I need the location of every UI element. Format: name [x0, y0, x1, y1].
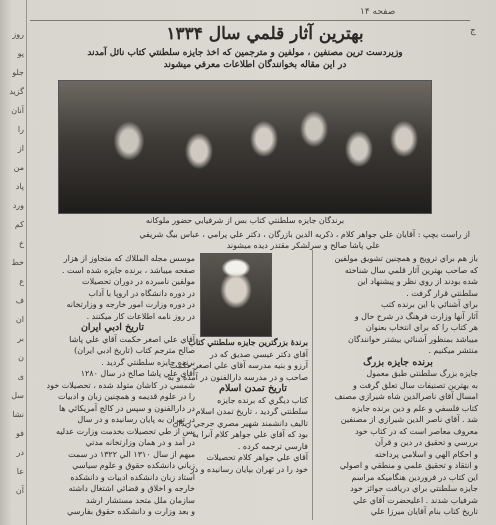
spine-fragment: فو [16, 429, 24, 438]
text-line: كتاب فلسفي و علم و دين برنده جايزه [351, 403, 478, 413]
text-line: تاليف دانشمند شهير مصري جرجي زيدان [172, 418, 308, 428]
spine-fragment: بر [17, 334, 24, 343]
text-line: منتشر ميكنيم . [428, 346, 478, 355]
column-left [30, 253, 195, 523]
text-line: برنده جايزه سلطنتي گرديد . [101, 357, 195, 367]
text-line: استاد زبان دانشكده ادبيات و دانشكده [70, 472, 195, 482]
spine-fragment: پو [17, 49, 24, 58]
text-line: آرزو و بنيه مدرسه آقاي علي اصغر حكمت [169, 361, 308, 370]
spine-fragment: خ [18, 239, 24, 248]
text-line: آقاي علي اصغر حكمت آقاي علي پاشا [69, 334, 195, 344]
text-line: امسال آقاي ناصرالدين شاه شيرازي مصنف [334, 392, 478, 401]
text-line: در تهران به پايان رسانيده و در سال [77, 415, 195, 424]
spine-fragment: گزيد [9, 87, 24, 96]
group-photo-caption-line: از راست بچپ : آقايان علي جواهر كلام ، ذكريه الدين بازرگان ، دكتر علي پرامي ، عباس بيگ شريفي [139, 230, 470, 239]
text-line: جايزه سلطنتي براي دريافت جوائز خود [350, 484, 478, 493]
text-line: بود كه آقاي علي جواهر كلام آنرا به [192, 430, 308, 439]
text-line: شده بودند از روي نظر و پيشنهاد اين [357, 277, 478, 286]
text-line: را در علوم قديمه و همچنين زبان و ادبيات [58, 392, 195, 401]
text-line: ميباشد بمنظور آشنائي بيشتر خوانندگان [348, 334, 478, 344]
text-line: آقاي علي جواهر كلام تحصيلات [206, 453, 308, 462]
spine-fragment: را [17, 125, 24, 134]
text-line: آثار آنها وزارت فرهنگ در شرح حال و [354, 311, 478, 321]
spine-fragment: ف [15, 296, 24, 305]
spine-fragment: آن [15, 486, 24, 495]
text-line: به بهترين تصنيفات سال تعلق گرفت و [353, 380, 478, 390]
text-line: و بعد وزارت و دانشكده حقوق بفارسي [67, 507, 195, 516]
deck-line-1: وزيردست ترين مصنفين ، مولفين و مترجمين كه اخذ جايزه سلطنتي كتاب نائل آمدند [87, 48, 403, 58]
text-line: شمسي در كاشان متولد شده ، تحصيلات خود [46, 380, 195, 390]
text-line: سازمان ملل متحد مستشار ارشد [85, 495, 195, 505]
text-line: آقاي دكتر عيسي صديق كه در [209, 349, 308, 359]
deck-line-2: در اين مقاله بخوانندگان اطلاعات معرفي ميشوند [163, 60, 347, 70]
text-line: در دارالفنون و سپس در كالج آمريكائي ها [58, 403, 195, 413]
text-line: سلطنتي گرديد ، تاريخ تمدن اسلام [195, 407, 308, 416]
group-photo [58, 80, 432, 214]
text-line: كه صاحب بهترين آثار قلمي سال شناخته [344, 265, 478, 275]
text-line: اين كتاب در فروردين هنگاميكه مراسم [351, 472, 478, 482]
portrait-caption: برندهٔ بزرگترين جايزه سلطنتي كتاب [188, 337, 308, 347]
text-line: تاريخ كتاب بنام آقايان ميرزا علي [370, 507, 478, 516]
portrait-photo [200, 253, 272, 337]
text-line: در روز نامه اطلاعات كار ميكنند . [86, 311, 195, 321]
text-line: زباني دانشكده حقوق و علوم سياسي [72, 461, 195, 470]
section-heading: تاريخ تمدن اسلام [219, 383, 287, 394]
section-heading: تاريخ ادبي ايران [80, 322, 145, 333]
text-line: بررسي و تحقيق در دين و قرآن [374, 438, 478, 447]
text-line: صالح مترجم كتاب (تاريخ ادبي ايران) [74, 346, 195, 355]
spine-fragment: پاد [15, 182, 24, 191]
group-photo-caption-title: برندگان جايزه سلطنتي كتاب بس از شرفيابي حضور ملوكانه [145, 216, 345, 225]
spine-fragment: ان [15, 315, 24, 324]
text-line: صاحب و در مدرسه دارالفنون در آمده و به [167, 372, 308, 382]
spine-fragment: آنان [11, 106, 24, 115]
text-line: معروف معاصر است كه در كتاب خود [355, 426, 478, 436]
column-middle [167, 337, 308, 523]
text-line: براي آشنائي با اين برنده كتب [380, 300, 478, 309]
spine-fragment: نشا [12, 410, 24, 419]
page-number: صفحه ۱۴ [360, 7, 396, 17]
text-line: شرفياب شدند . اعليحضرت آقاي علي [353, 495, 478, 505]
text-line: هر كتاب را كه براي انتخاب بعنوان [365, 323, 478, 332]
spine-fragment: جلو [12, 68, 24, 77]
text-line: در دوره دانشگاه در اروپا با آداب [88, 288, 195, 298]
group-photo-caption-line: علي پاشا صالح و سرلشكر مقتدر ديده ميشوند [226, 241, 380, 250]
spine-fragment: ورد [12, 201, 24, 210]
spine-fragment: ن [18, 353, 24, 362]
spine-fragment: كم [14, 220, 24, 229]
text-line: پس از طي تحصيلات بخدمت وزارت عدليه [55, 426, 195, 436]
spine-fragment: سل [11, 391, 24, 400]
text-line: خود را در تهران بپايان رسانيده و در [190, 464, 308, 474]
text-line: موسس مجله المللاك كه متجاوز از هزار [63, 254, 195, 263]
text-line: خارجه و اخلاق و قضائي اشتغال داشته [68, 484, 195, 493]
text-line: فارسي ترجمه كرده . [237, 441, 308, 451]
text-line: و احكام الهي و اسلامي پرداخته [374, 449, 478, 459]
spine-fragment: من [13, 163, 24, 172]
text-line: در دوره وزارت امور خارجه و وزارتخانه [66, 300, 195, 309]
corner-fragment: ج [470, 26, 476, 36]
text-line: شد . آقاي ناصر الدين شيرازي از مصنفين [340, 415, 478, 424]
text-line: در آمد و در همان وزارتخانه مدتي [85, 438, 195, 447]
headline: بهترين آثار قلمي سال ۱۳۳۴ [166, 24, 364, 44]
text-line: ميهم از سال ۱۳۱۰ الي ۱۳۲۲ در سمت [68, 449, 195, 459]
spine-fragment: در [16, 448, 24, 457]
text-line: كتاب ديگري كه برنده جايزه [217, 395, 308, 405]
text-line: باز هم براي ترويج و همچنين تشويق مولفين [334, 254, 478, 263]
text-line: صفحه ميباشد ، برنده جايزه شده است . [61, 265, 195, 275]
spine-fragment: روز [12, 30, 24, 39]
text-line: و انتقاد و تحقيق علمي و منطقي و اصولي [339, 461, 478, 470]
header-rule [30, 20, 470, 21]
text-line: آقاي علي پاشا صالح در سال ۱۲۸۰ [80, 369, 195, 378]
column-right [318, 253, 478, 523]
text-line: سلطنتي قرار گرفت . [406, 288, 478, 298]
spine-fragment: عا [16, 467, 24, 476]
adjacent-page-edge [0, 0, 27, 525]
section-heading: برنده جايزه بزرگ [363, 356, 433, 368]
spine-fragment: از [17, 144, 24, 153]
spine-fragment: خط [11, 258, 24, 267]
text-line: جايزه بزرگ سلطنتي طبق معمول [366, 369, 478, 378]
spine-fragment: ع [19, 277, 24, 286]
spine-fragment: ی [17, 372, 24, 381]
column-rule [312, 250, 313, 520]
text-line: مولفين نامبرده در دوران تحصيلات [82, 277, 195, 286]
